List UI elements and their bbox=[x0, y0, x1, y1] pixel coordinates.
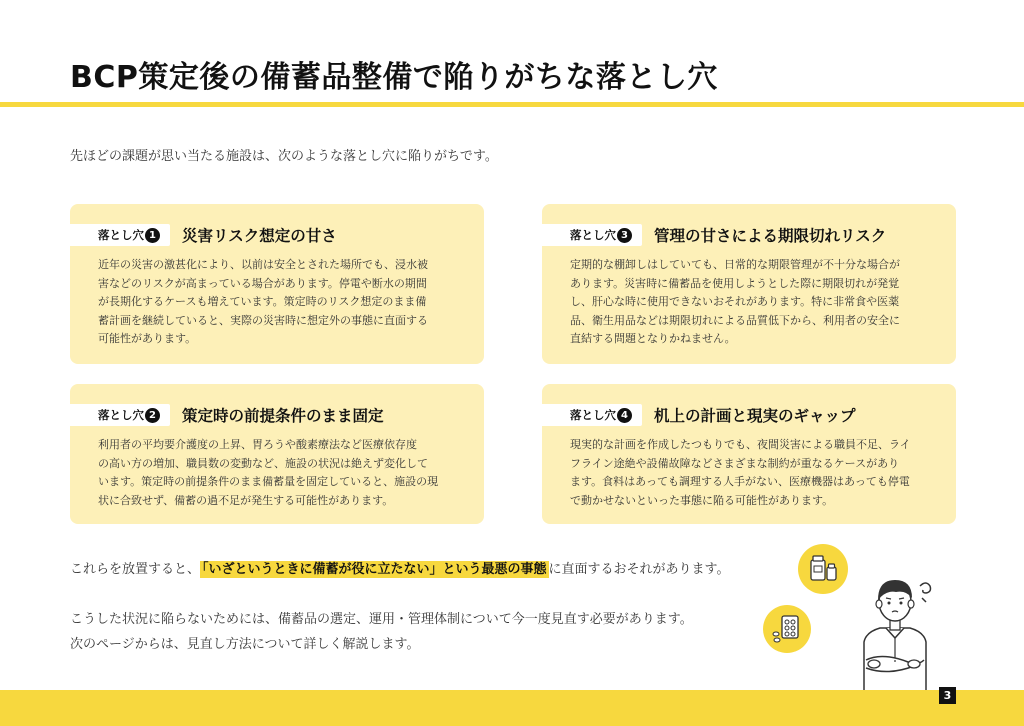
body-line: 蓄計画を継続していると、実際の災害時に想定外の事態に直面する bbox=[98, 313, 428, 327]
body-line: 状に合致せず、備蓄の過不足が発生する可能性があります。 bbox=[98, 493, 394, 507]
pitfall-title: 災害リスク想定の甘さ bbox=[182, 227, 337, 245]
pitfall-body bbox=[98, 256, 462, 349]
pitfall-tag-label: 落とし穴 bbox=[98, 228, 144, 242]
pitfall-tag bbox=[542, 224, 642, 246]
pitfall-title: 策定時の前提条件のまま固定 bbox=[182, 407, 384, 425]
page-number: 3 bbox=[939, 687, 956, 704]
pitfall-tag bbox=[70, 404, 170, 426]
pitfall-card-header bbox=[70, 404, 384, 426]
body-line: で動かせないといった事態に陥る可能性があります。 bbox=[570, 493, 834, 507]
pitfall-number-badge: 1 bbox=[145, 228, 160, 243]
body-line: フライン途絶や設備故障などさまざまな制約が重なるケースがあり bbox=[570, 456, 900, 470]
body-line: 品、衛生用品などは期限切れによる品質低下から、利用者の安全に bbox=[570, 313, 900, 327]
pitfall-body bbox=[570, 256, 934, 349]
page-title: BCP策定後の備蓄品整備で陥りがちな落とし穴 bbox=[70, 60, 718, 95]
body-line: 利用者の平均要介護度の上昇、胃ろうや酸素療法など医療依存度 bbox=[98, 438, 417, 451]
body-line: の高い方の増加、職員数の変動など、施設の状況は絶えず変化して bbox=[98, 456, 428, 470]
pitfall-tag-label: 落とし穴 bbox=[570, 228, 616, 242]
pill-pack-icon bbox=[762, 604, 812, 654]
body-line: 近年の災害の激甚化により、以前は安全とされた場所でも、浸水被 bbox=[98, 258, 428, 271]
body-line: あります。災害時に備蓄品を使用しようとした際に期限切れが発覚 bbox=[570, 276, 900, 290]
body-line: 現実的な計画を作成したつもりでも、夜間災害による職員不足、ライ bbox=[570, 438, 911, 451]
pitfall-tag bbox=[542, 404, 642, 426]
body-line: 定期的な棚卸しはしていても、日常的な期限管理が不十分な場合が bbox=[570, 258, 900, 271]
body-line: ます。食料はあっても調理する人手がない、医療機器はあっても停電 bbox=[570, 475, 910, 488]
pitfall-tag-label: 落とし穴 bbox=[98, 408, 144, 422]
pitfall-body bbox=[570, 436, 934, 510]
body-line: 可能性があります。 bbox=[98, 332, 197, 345]
pitfall-title: 管理の甘さによる期限切れリスク bbox=[654, 227, 887, 245]
body-line: 害などのリスクが高まっている場合があります。停電や断水の期間 bbox=[98, 276, 427, 290]
pitfall-card-header bbox=[70, 224, 337, 246]
warning-paragraph bbox=[70, 558, 730, 577]
body-line: が長期化するケースも増えています。策定時のリスク想定のまま備 bbox=[98, 295, 427, 308]
confused-worker-illustration bbox=[852, 572, 938, 692]
title-underline bbox=[0, 102, 1024, 107]
pitfall-tag-label: 落とし穴 bbox=[570, 408, 616, 422]
body-line: います。策定時の前提条件のまま備蓄量を固定していると、施設の現 bbox=[98, 475, 439, 488]
review-paragraph: こうした状況に陥らないためには、備蓄品の選定、運用・管理体制について今一度見直す必要があります。 bbox=[70, 612, 693, 627]
lead-text: 先ほどの課題が思い当たる施設は、次のような落とし穴に陥りがちです。 bbox=[70, 149, 498, 164]
warning-highlight: 「いざというときに備蓄が役に立たない」という最悪の事態 bbox=[202, 562, 547, 577]
pitfall-title: 机上の計画と現実のギャップ bbox=[654, 407, 856, 425]
pitfall-card-4 bbox=[542, 384, 956, 524]
pitfall-number-badge: 3 bbox=[617, 228, 632, 243]
pitfall-body bbox=[98, 436, 462, 510]
next-page-paragraph: 次のページからは、見直し方法について詳しく解説します。 bbox=[70, 637, 420, 652]
body-line: 直結する問題となりかねません。 bbox=[570, 332, 736, 345]
footer-bar bbox=[0, 690, 1024, 726]
pitfall-card-1 bbox=[70, 204, 484, 364]
pitfall-card-2 bbox=[70, 384, 484, 524]
pitfall-tag bbox=[70, 224, 170, 246]
pitfall-card-header bbox=[542, 224, 886, 246]
warning-text-after: に直面するおそれがあります。 bbox=[548, 562, 730, 577]
body-line: し、肝心な時に使用できないおそれがあります。特に非常食や医薬 bbox=[570, 295, 900, 308]
pitfall-card-3 bbox=[542, 204, 956, 364]
pitfall-number-badge: 4 bbox=[617, 408, 632, 423]
pitfall-number-badge: 2 bbox=[145, 408, 160, 423]
medicine-bottles-icon bbox=[797, 543, 849, 595]
pitfall-card-header bbox=[542, 404, 856, 426]
warning-text-before: これらを放置すると、 bbox=[70, 562, 201, 577]
